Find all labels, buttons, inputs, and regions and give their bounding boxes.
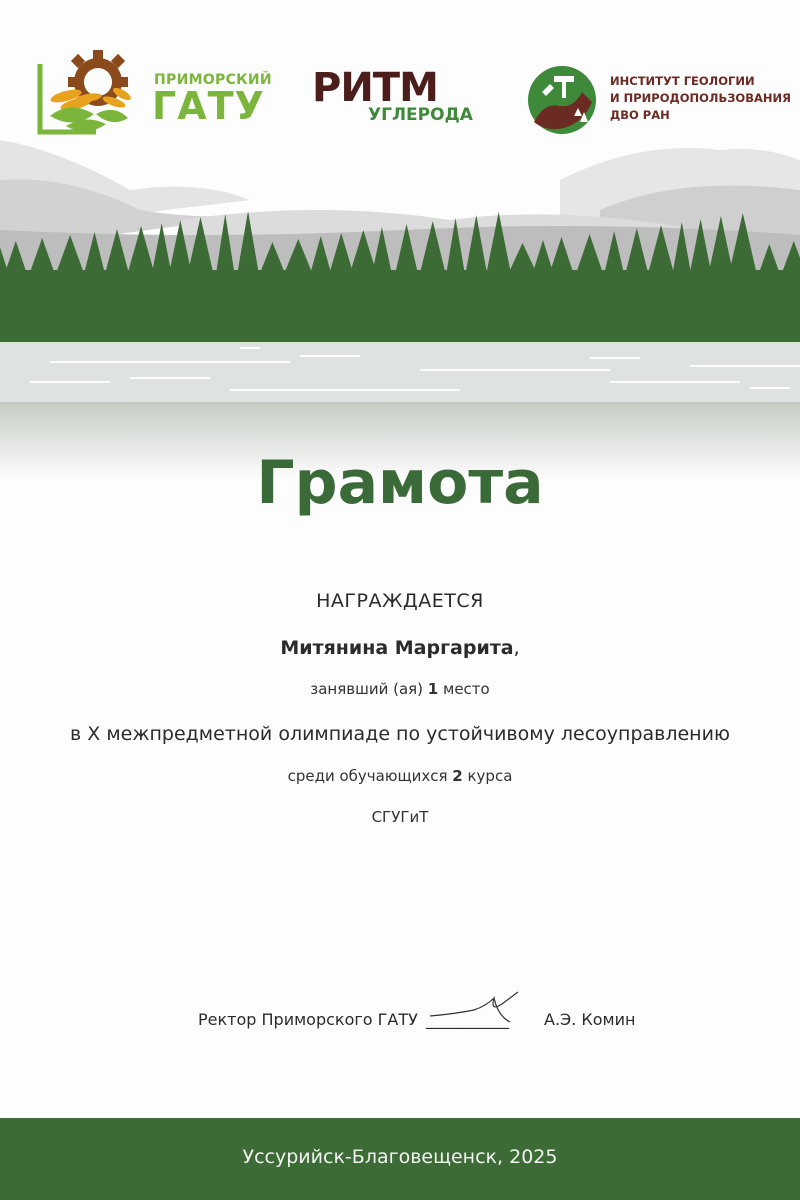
signatory-name: А.Э. Комин — [544, 1010, 636, 1029]
recipient-name-suffix: , — [513, 637, 520, 659]
place-number: 1 — [427, 680, 439, 698]
course-number: 2 — [452, 767, 463, 785]
recipient-line — [0, 637, 800, 659]
organization-line: СГУГиТ — [371, 808, 429, 826]
institute-logo-line2: И ПРИРОДОПОЛЬЗОВАНИЯ — [610, 91, 791, 105]
ritm-logo-line1: РИТМ — [312, 65, 438, 111]
recipient-name: Митянина Маргарита — [280, 637, 514, 659]
signature-row — [0, 1010, 800, 1040]
place-prefix: занявший (ая) — [310, 680, 424, 698]
ritm-logo-line2: УГЛЕРОДА — [368, 105, 473, 125]
certificate-title: Грамота — [256, 448, 544, 518]
logo-ritm-ugleroda — [312, 65, 482, 128]
institute-logo-line3: ДВО РАН — [610, 108, 670, 122]
signature-line: ___________ — [426, 1010, 509, 1029]
gatu-logo-line2: ГАТУ — [152, 84, 265, 128]
award-heading: НАГРАЖДАЕТСЯ — [316, 590, 484, 612]
gatu-logo-line1: ПРИМОРСКИЙ — [154, 72, 272, 88]
footer-place-year: Уссурийск-Благовещенск, 2025 — [242, 1146, 558, 1168]
place-suffix: место — [443, 680, 490, 698]
footer-bar — [0, 1118, 800, 1200]
place-line — [0, 680, 800, 698]
institute-logo-line1: ИНСТИТУТ ГЕОЛОГИИ — [610, 74, 755, 88]
signature-label: Ректор Приморского ГАТУ — [198, 1010, 418, 1029]
course-line — [0, 767, 800, 785]
olympiad-line: в X межпредметной олимпиаде по устойчивому лесоуправлению — [70, 723, 730, 745]
course-suffix: курса — [467, 767, 513, 785]
course-prefix: среди обучающихся — [287, 767, 448, 785]
forest-lake-illustration — [0, 120, 800, 480]
